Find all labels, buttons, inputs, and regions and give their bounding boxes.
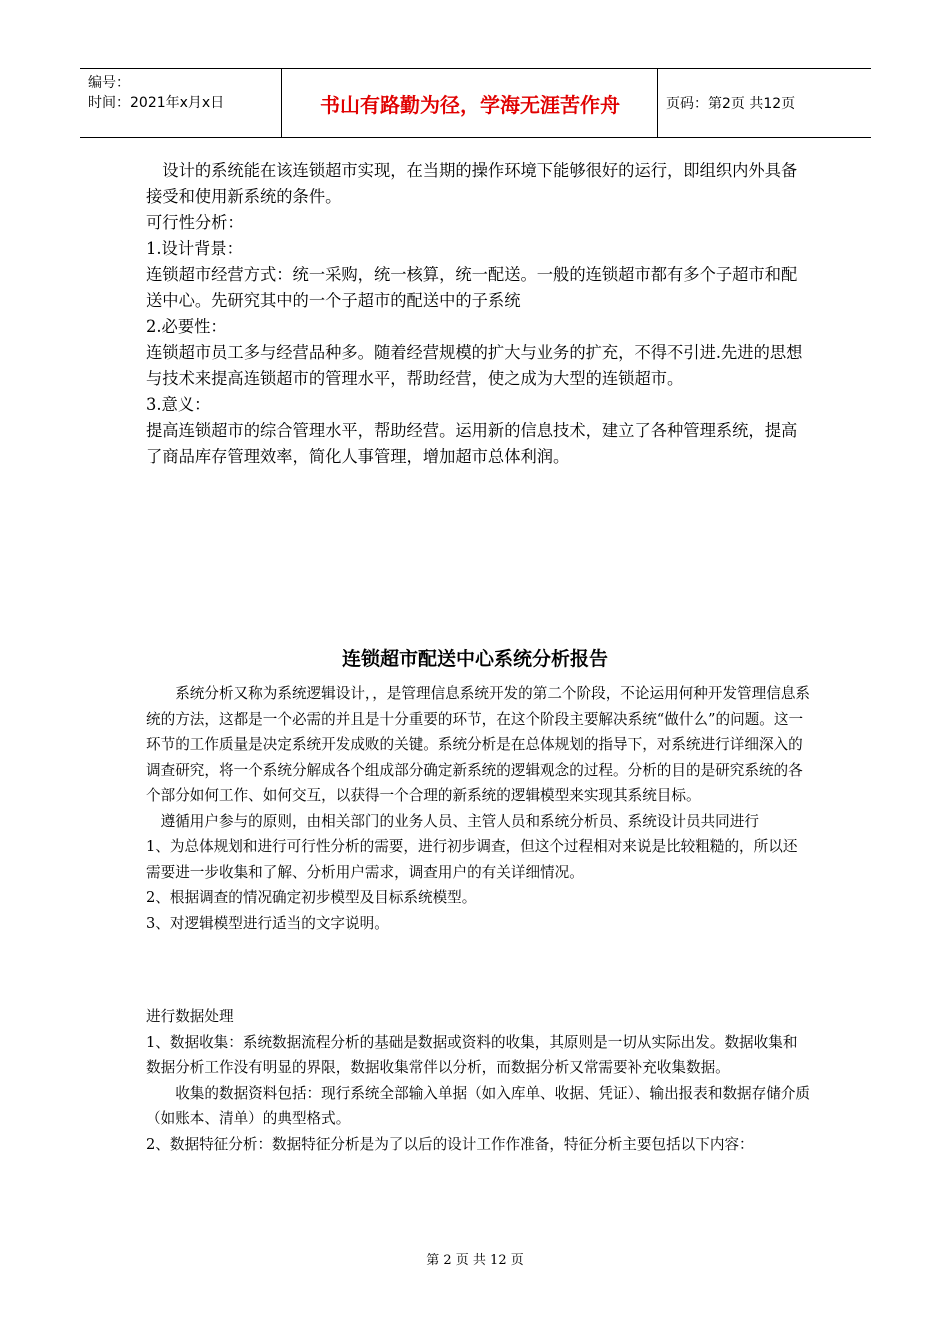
header-motto: 书山有路勤为径，学海无涯苦作舟 bbox=[283, 69, 658, 137]
paragraph: 遵循用户参与的原则，由相关部门的业务人员、主管人员和系统分析员、系统设计员共同进行 bbox=[146, 812, 759, 830]
paragraph: 设计的系统能在该连锁超市实现，在当期的操作环境下能够很好的运行，即组织内外具备接受和使用新系统的条件。 bbox=[146, 161, 798, 206]
paragraph: 1、为总体规划和进行可行性分析的需要，进行初步调查，但这个过程相对来说是比较粗糙的，所以还需要进一步收集和了解、分析用户需求，调查用户的有关详细情况。 bbox=[146, 838, 798, 881]
section-data-processing bbox=[146, 1004, 811, 1157]
time-label: 时间：2021年x月x日 bbox=[88, 95, 225, 111]
paragraph: 3、对逻辑模型进行适当的文字说明。 bbox=[146, 914, 389, 932]
page-footer: 第 2 页 共 12 页 bbox=[426, 1253, 524, 1268]
paragraph: 2、数据特征分析：数据特征分析是为了以后的设计工作作准备，特征分析主要包括以下内容： bbox=[146, 1135, 754, 1153]
section-feasibility bbox=[146, 158, 811, 470]
paragraph: 可行性分析： bbox=[146, 213, 244, 232]
paragraph: 1、数据收集：系统数据流程分析的基础是数据或资料的收集，其原则是一切从实际出发。数据收集和数据分析工作没有明显的界限，数据收集常伴以分析，而数据分析又常需要补充收集数据。 bbox=[146, 1033, 798, 1076]
paragraph: 收集的数据资料包括：现行系统全部输入单据（如入库单、收据、凭证）、输出报表和数据存储介质（如账本、清单）的典型格式。 bbox=[146, 1084, 811, 1127]
section-analysis bbox=[146, 681, 811, 936]
paragraph: 2.必要性： bbox=[146, 317, 227, 336]
header-meta-cell bbox=[80, 69, 282, 137]
paragraph: 连锁超市经营方式：统一采购，统一核算，统一配送。一般的连锁超市都有多个子超市和配送中心。先研究其中的一个子超市的配送中的子系统 bbox=[146, 265, 798, 310]
report-title: 连锁超市配送中心系统分析报告 bbox=[341, 648, 608, 670]
paragraph: 3.意义： bbox=[146, 395, 211, 414]
paragraph: 提高连锁超市的综合管理水平，帮助经营。运用新的信息技术，建立了各种管理系统，提高了商品库存管理效率，简化人事管理，增加超市总体利润。 bbox=[146, 421, 798, 466]
number-label: 编号： bbox=[88, 75, 130, 91]
paragraph: 进行数据处理 bbox=[146, 1008, 234, 1025]
paragraph: 2、根据调查的情况确定初步模型及目标系统模型。 bbox=[146, 889, 477, 906]
paragraph: 1.设计背景： bbox=[146, 239, 243, 258]
paragraph: 连锁超市员工多与经营品种多。随着经营规模的扩大与业务的扩充，不得不引进.先进的思想与技术来提高连锁超市的管理水平，帮助经营，使之成为大型的连锁超市。 bbox=[146, 343, 803, 388]
header-page-info: 页码：第2页 共12页 bbox=[666, 96, 796, 112]
paragraph: 系统分析又称为系统逻辑设计，，是管理信息系统开发的第二个阶段，不论运用何种开发管理信息系统的方法，这都是一个必需的并且是十分重要的环节，在这个阶段主要解决系统“做什么”的问题。这一环节的工作质量是决定系统开发成败的关键。系统分析是在总体规划的指导下，对系统进行详细深入的调查研究，将一个系统分解成各个组成部分确定新系统的逻辑观念的过程。分析的目的是研究系统的各个部分如何工作、如何交互，以获得一个合理的新系统的逻辑模型来实现其系统目标。 bbox=[146, 685, 811, 804]
header-table bbox=[80, 68, 871, 138]
